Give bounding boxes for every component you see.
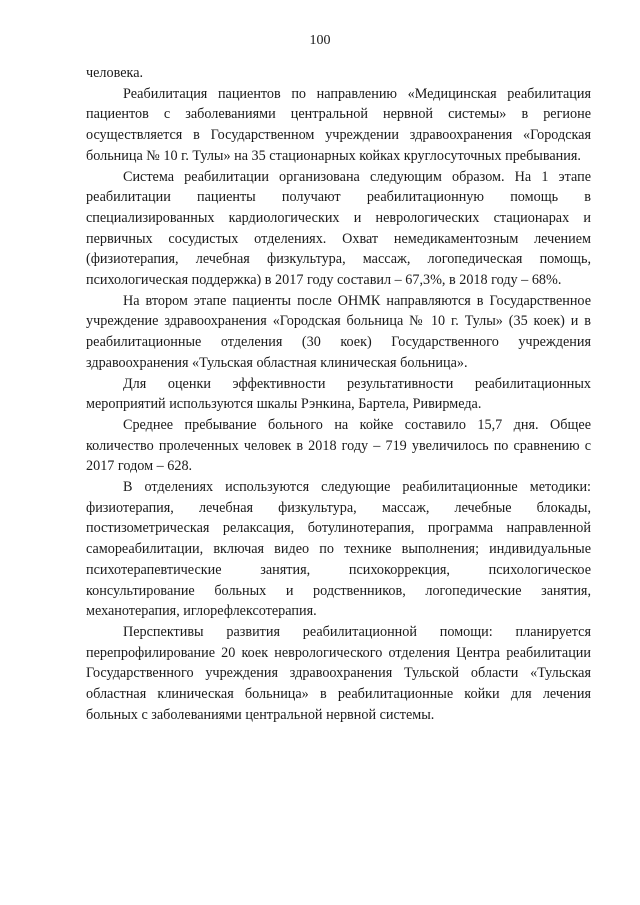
page-number: 100 (309, 33, 331, 48)
paragraph-perspectives: Перспективы развития реабилитационной помощи: планируется перепрофилирование 20 коек неврологического отделения Центра реабилитации Государственного учреждения здравоохранения Тульской области «Тульская областная клиническая больница» в реабилитационные койки для лечения больных с заболеваниями центральной нервной системы. (86, 623, 591, 723)
document-body (86, 63, 591, 726)
paragraph-rehab-system: Система реабилитации организована следующим образом. На 1 этапе реабилитации пациенты получают реабилитационную помощь в специализированных кардиологических и неврологических стационарах и первичных сосудистых отделениях. Охват немедикаментозным лечением (физиотерапия, лечебная физкультура, массаж, логопедическая помощь, психологическая поддержка) в 2017 году составил – 67,3%, в 2018 году – 68%. (86, 168, 591, 289)
paragraph-methods: В отделениях используются следующие реабилитационные методики: физиотерапия, лечебная физкультура, массаж, лечебные блокады, постизометрическая релаксация, ботулинотерапия, программа направленной самореабилитации, включая видео по технике выполнения; индивидуальные психотерапевтические занятия, психокоррекция, психологическое консультирование больных и родственников, логопедические занятия, механотерапия, иглорефлексотерапия. (86, 479, 591, 620)
paragraph-rehab-location: Реабилитация пациентов по направлению «Медицинская реабилитация пациентов с заболеваниями центральной нервной системы» в регионе осуществляется в Государственном учреждении здравоохранения «Городская больница № 10 г. Тулы» на 35 стационарных койках круглосуточных пребывания. (86, 85, 591, 164)
paragraph-evaluation-scales: Для оценки эффективности результативности реабилитационных мероприятий используются шкалы Рэнкина, Бартела, Ривирмеда. (86, 375, 591, 413)
paragraph-second-stage: На втором этапе пациенты после ОНМК направляются в Государственное учреждение здравоохранения «Городская больница № 10 г. Тулы» (35 коек) и в реабилитационные отделения (30 коек) Государственного учреждения здравоохранения «Тульская областная клиническая больница». (86, 292, 591, 371)
paragraph-average-stay: Среднее пребывание больного на койке составило 15,7 дня. Общее количество пролеченных человек в 2018 году – 719 увеличилось по сравнению с 2017 годом – 628. (86, 416, 591, 475)
paragraph-continuation: человека. (86, 65, 144, 81)
